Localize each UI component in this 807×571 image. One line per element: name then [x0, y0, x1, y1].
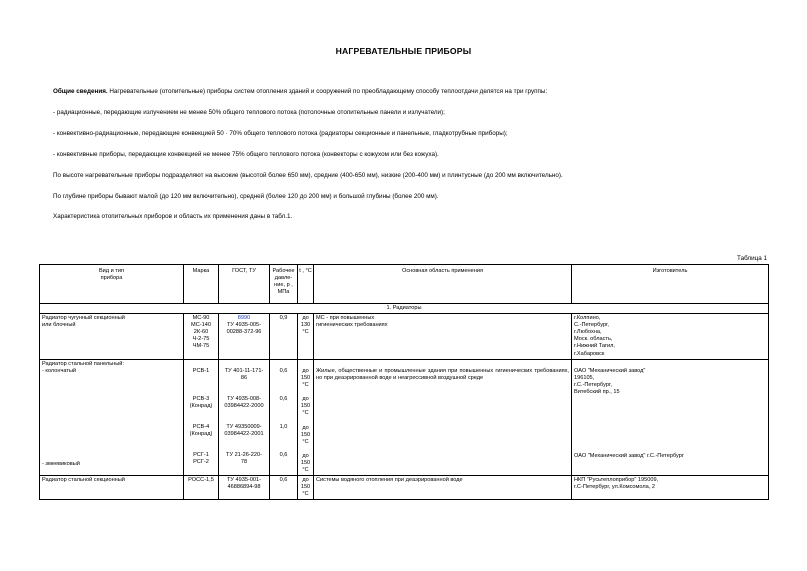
- cell-maker: НКП "Русьтеплоприбор" 195009, г.С-Петербург, ул.Комсомола, 2: [572, 476, 769, 500]
- cell-temperature: до 150 °С: [298, 476, 314, 500]
- header-pressure: Рабочее давле- ние, р , МПа: [270, 265, 298, 304]
- cell-area: Жилые, общественные и промышленные здания при повышенных гигиенических требованиях, но при деаэрированной воде и неагрессивной воздушной среде: [314, 359, 572, 476]
- paragraph-table-ref: Характеристика отопительных приборов и область их применения даны в табл.1.: [53, 213, 293, 220]
- cell-brand: РОСС-1,5: [184, 476, 219, 500]
- cell-pressure: 0,6: [270, 476, 298, 500]
- cell-pressure: 0,9: [270, 314, 298, 360]
- cell-gost: ТУ 4935-001- 46886894-98: [219, 476, 270, 500]
- gost-link[interactable]: 8990: [237, 315, 251, 322]
- intro-paragraph: [53, 88, 547, 96]
- cell-gost: ТУ 401-11-171- 86 ТУ 4935-008- 03984422-2000 ТУ 49350009- 03984422-2001 ТУ 21-26-220- 78: [219, 359, 270, 476]
- cell-area: МС - при повышенных гигиенических требованиях: [314, 314, 572, 360]
- table-row: [40, 314, 769, 360]
- paragraph-convective: - конвективные приборы, передающие конвекцией не менее 75% общего теплового потока (конвекторы с кожухом или без кожуха).: [53, 151, 439, 158]
- cell-maker: г.Колпино, С.-Петербург, г.Любохна, Моск. область, г.Нижний Тагил, г.Хабаровск: [572, 314, 769, 360]
- cell-type: Радиатор чугунный секционный или блочный: [40, 314, 184, 360]
- cell-type: Радиатор стальной панельный: - колончатый - змеевиковый: [40, 359, 184, 476]
- intro-text: Нагревательные (отопительные) приборы систем отопления зданий и сооружений по преобладающему способу теплоотдачи делятся на три группы:: [107, 88, 548, 95]
- cell-gost: 8990 ТУ 4935-005- 00288-372-96: [219, 314, 270, 360]
- cell-type: Радиатор стальной секционный: [40, 476, 184, 500]
- intro-lead: Общие сведения.: [53, 88, 108, 95]
- header-type: Вид и тип прибора: [40, 265, 184, 304]
- header-maker: Изготовитель: [572, 265, 769, 304]
- section-row: [40, 304, 769, 314]
- table-row: [40, 476, 769, 500]
- page-title: НАГРЕВАТЕЛЬНЫЕ ПРИБОРЫ: [335, 46, 472, 56]
- paragraph-depth: По глубине приборы бывают малой (до 120 мм включительно), средней (более 120 до 200 мм) и большой глубины (более 200 мм).: [53, 193, 439, 200]
- paragraph-radiation: - радиационные, передающие излучением не менее 50% общего теплового потока (потолочные отопительные панели и излучатели);: [53, 109, 445, 116]
- header-temperature: t , °C: [298, 265, 314, 304]
- cell-brand: МС-90 МС-140 2К-60 Ч-2-75 ЧМ-75: [184, 314, 219, 360]
- cell-maker: ОАО "Механический завод" 196105, г.С.-Петербург, Витебский пр., 15 ОАО "Механический завод" г.С.-Петербург: [572, 359, 769, 476]
- heaters-table: [39, 264, 769, 500]
- section-radiators: 1. Радиаторы: [40, 304, 769, 314]
- cell-brand: РСВ-1 РСВ-3 (Конрад) РСВ-4 (Конрад) РСГ-1 РСГ-2: [184, 359, 219, 476]
- table-row: [40, 359, 769, 476]
- cell-temperature: до 150 °С до 150 °С до 150 °С до 150 °С: [298, 359, 314, 476]
- cell-area: Системы водяного отопления при деаэрированной воде: [314, 476, 572, 500]
- header-brand: Марка: [184, 265, 219, 304]
- header-area: Основная область применения: [314, 265, 572, 304]
- cell-temperature: до 130 °С: [298, 314, 314, 360]
- header-gost: ГОСТ, ТУ: [219, 265, 270, 304]
- paragraph-height: По высоте нагревательные приборы подразделяют на высокие (высотой более 650 мм), средние (400-650 мм), низкие (200-400 мм) и плинтусные (до 200 мм включительно).: [53, 172, 563, 179]
- table-caption: Таблица 1: [737, 255, 767, 262]
- paragraph-convective-radiation: - конвективно-радиационные, передающие конвекцией 50 · 70% общего теплового потока (радиаторы секционные и панельные, гладкотрубные приборы);: [53, 130, 508, 137]
- table-header-row: [40, 265, 769, 304]
- cell-pressure: 0,6 0,6 1,0 0,6: [270, 359, 298, 476]
